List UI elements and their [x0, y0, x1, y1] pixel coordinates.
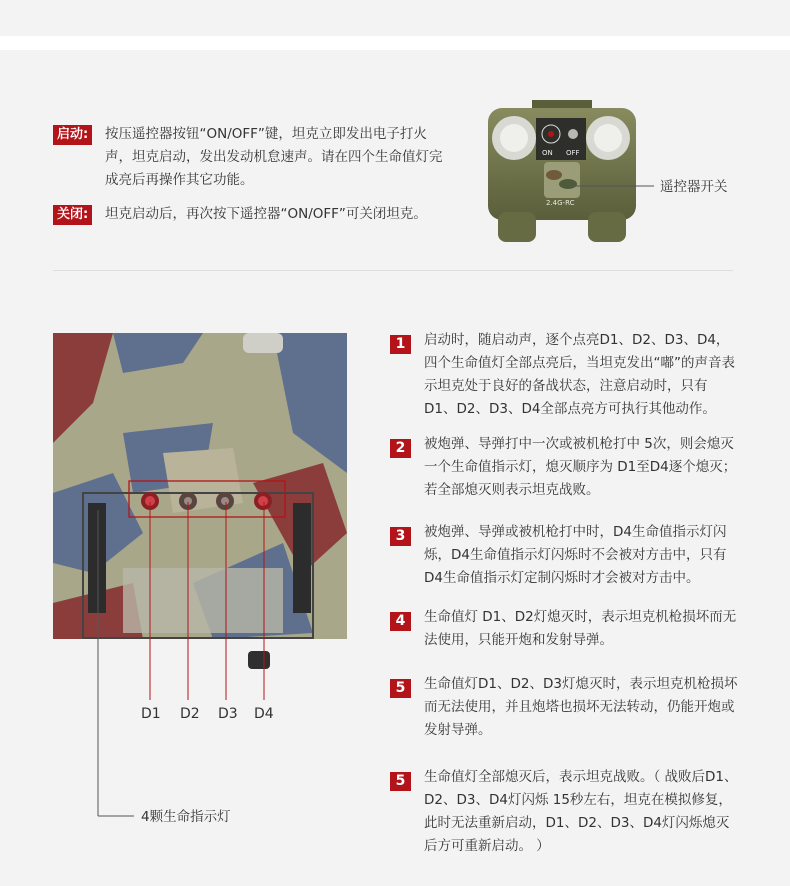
stop-text: 坦克启动后，再次按下遥控器“ON/OFF”可关闭坦克。: [105, 206, 427, 222]
remote-on-label: ON: [542, 149, 553, 157]
indicator-label-d2: D2: [180, 706, 200, 722]
remote-controller-image: [484, 100, 744, 250]
remote-model-label: 2.4G-RC: [546, 199, 575, 207]
separator-band: [0, 36, 790, 50]
item-number: 5: [390, 772, 411, 791]
item-number: 5: [390, 679, 411, 698]
item-number: 2: [390, 439, 411, 458]
item-number: 4: [390, 612, 411, 631]
instruction-item: 生命值灯D1、D2、D3灯熄灭时，表示坦克机枪损坏而无法使用，并且炮塔也损坏无法转动，仍能开炮或发射导弹。: [424, 676, 738, 738]
instruction-item: 生命值灯全部熄灭后，表示坦克战败。（ 战败后D1、D2、D3、D4灯闪烁 15秒左右，坦克在模拟修复，此时无法重新启动，D1、D2、D3、D4灯闪烁熄灭后方可重新启动。 ）: [424, 769, 738, 854]
instruction-item: 生命值灯 D1、D2灯熄灭时，表示坦克机枪损坏而无法使用，只能开炮和发射导弹。: [424, 609, 737, 648]
instruction-item: 被炮弹、导弹或被机枪打中时，D4生命值指示灯闪烁，D4生命值指示灯闪烁时不会被对方击中，只有D4生命值指示灯定制闪烁时才会被对方击中。: [424, 524, 727, 586]
remote-switch-callout: 遥控器开关: [660, 179, 728, 195]
item-number: 3: [390, 527, 411, 546]
start-tag: 启动:: [53, 125, 92, 145]
indicator-label-d3: D3: [218, 706, 238, 722]
indicator-label-d1: D1: [141, 706, 161, 722]
instruction-item: 启动时，随启动声，逐个点亮D1、D2、D3、D4，四个生命值灯全部点亮后，当坦克发出“嘟”的声音表示坦克处于良好的备战状态，注意启动时，只有D1、D2、D3、D4全部点亮方可执行其他动作。: [424, 332, 735, 417]
item-number: 1: [390, 335, 411, 354]
indicator-leader-lines: [90, 490, 290, 830]
instruction-item: 被炮弹、导弹打中一次或被机枪打中 5次，则会熄灭一个生命值指示灯，熄灭顺序为 D1至D4逐个熄灭；若全部熄灭则表示坦克战败。: [424, 436, 737, 498]
start-text: 按压遥控器按钮“ON/OFF”键，坦克立即发出电子打火声，坦克启动，发出发动机怠速声。请在四个生命值灯完成亮后再操作其它功能。: [105, 126, 443, 188]
remote-off-label: OFF: [566, 149, 580, 157]
indicator-lights-callout: 4颗生命指示灯: [141, 809, 231, 825]
stop-tag: 关闭:: [53, 205, 92, 225]
top-strip: [0, 0, 790, 36]
section-divider: [53, 270, 733, 271]
indicator-label-d4: D4: [254, 706, 274, 722]
